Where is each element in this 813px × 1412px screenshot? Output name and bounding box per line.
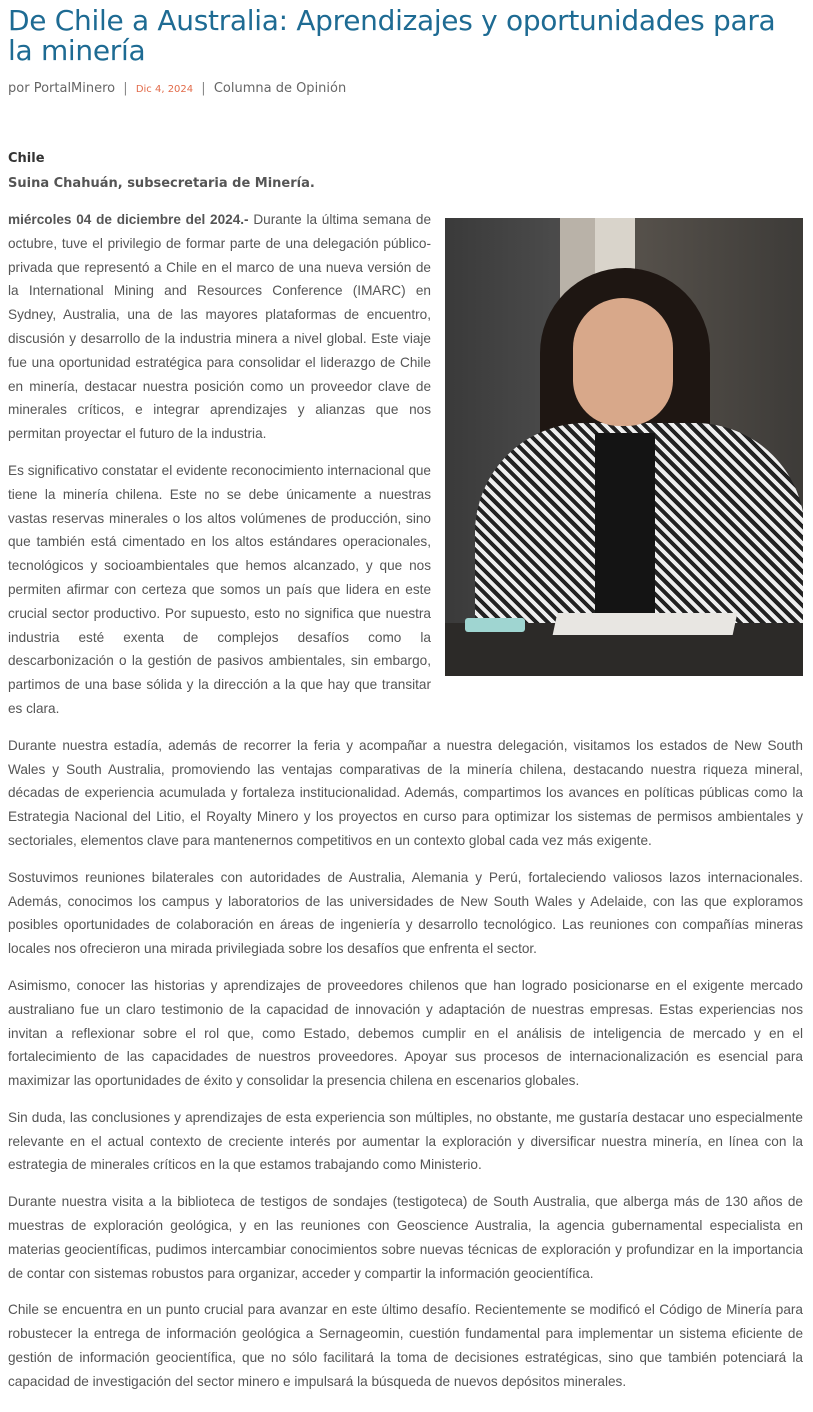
country-label: Chile [8,151,45,166]
article-title: De Chile a Australia: Aprendizajes y oportunidades para la minería [8,4,776,67]
article [8,0,803,1407]
paragraph: Durante nuestra estadía, además de recorrer la feria y acompañar a nuestra delegación, visitamos los estados de New South Wales y South Australia, promoviendo las ventajas comparativas de la minería chilena, destacando nuestra riqueza mineral, décadas de experiencia acumulada y fortaleza institucionalidad. Además, compartimos los avances en políticas públicas como la Estrategia Nacional del Litio, el Royalty Minero y los proyectos en curso para optimizar los sistemas de permisos ambientales y sectoriales, elementos clave para mantenernos competitivos en un contexto global cada vez más exigente. [8,737,803,848]
lead-date: miércoles 04 de diciembre del 2024.- [8,212,249,227]
article-body [8,208,803,1394]
post-meta [8,80,803,99]
post-date: Dic 4, 2024 [135,84,194,95]
author-photo [445,218,803,676]
paragraph: Es significativo constatar el evidente reconocimiento internacional que tiene la minería chilena. Este no se debe únicamente a nuestras vastas reservas minerales o los altos volúmenes de producción, sino que también está cimentado en los altos estándares operacionales, tecnológicos y socioambientales que hemos alcanzado, y que nos permiten afirmar con certeza que somos un país que lidera en este crucial sector productivo. Por supuesto, esto no significa que nuestra industria esté exenta de complejos desafíos como la descarbonización o la gestión de pasivos ambientales, sin embargo, partimos de una base sólida y la dirección a la que hay que transitar es clara. [8,462,431,716]
category-link[interactable]: Columna de Opinión [213,81,347,96]
byline: Suina Chahuán, subsecretaria de Minería. [8,176,315,191]
paragraph: miércoles 04 de diciembre del 2024.- Durante la última semana de octubre, tuve el privilegio de formar parte de una delegación público-privada que representó a Chile en el marco de una nueva versión de la International Mining and Resources Conference (IMARC) en Sydney, Australia, una de las mayores plataformas de encuentro, discusión y desarrollo de la industria minera a nivel global. Este viaje fue una oportunidad estratégica para consolidar el liderazgo de Chile en minería, destacar nuestra posición como un proveedor clave de minerales críticos, e integrar aprendizajes y alianzas que nos permitan proyectar el futuro de la industria. [8,212,432,442]
paragraph: Durante nuestra visita a la biblioteca de testigos de sondajes (testigoteca) de South Australia, que alberga más de 130 años de muestras de exploración geológica, y en las reuniones con Geoscience Australia, la agencia gubernamental especialista en materias geocientíficas, pudimos intercambiar conocimientos sobre nuevas técnicas de exploración y profundizar en la importancia de contar con sistemas robustos para organizar, acceder y compartir la información geocientífica. [8,1194,803,1281]
paragraph: Chile se encuentra en un punto crucial para avanzar en este último desafío. Recientemente se modificó el Código de Minería para robustecer la entrega de información geológica a Sernageomin, cuestión fundamental para implementar un sistema eficiente de gestión de información geocientífica, que no sólo facilitará la toma de decisiones estratégicas, sino que también potenciará la capacidad de investigación del sector minero e impulsará la búsqueda de nuevos depósitos minerales. [8,1302,803,1389]
by-prefix: por [8,81,30,96]
paragraph: Sin duda, las conclusiones y aprendizajes de esta experiencia son múltiples, no obstante, me gustaría destacar uno especialmente relevante en el actual contexto de creciente interés por aumentar la exploración y diversificar nuestra minería, en línea con la estrategia de minerales críticos en la que estamos trabajando como Ministerio. [8,1109,803,1173]
meta-separator: | [201,81,206,96]
author-link[interactable]: PortalMinero [33,81,116,96]
paragraph: Asimismo, conocer las historias y aprendizajes de proveedores chilenos que han logrado posicionarse en el exigente mercado australiano fue un claro testimonio de la capacidad de innovación y adaptación de nuestras empresas. Estas experiencias nos invitan a reflexionar sobre el rol que, como Estado, debemos cumplir en el análisis de inteligencia de mercado y en el fortalecimiento de las capacidades de nuestros proveedores. Apoyar sus procesos de internacionalización es esencial para maximizar las oportunidades de éxito y consolidar la presencia chilena en escenarios globales. [8,977,803,1089]
meta-separator: | [123,81,128,96]
paragraph: Sostuvimos reuniones bilaterales con autoridades de Australia, Alemania y Perú, fortaleciendo valiosos lazos internacionales. Además, conocimos los campus y laboratorios de las universidades de New South Wales y Adelaide, con las que exploramos posibles oportunidades de colaboración en áreas de ingeniería y desarrollo tecnológico. Las reuniones con compañías mineras locales nos ofrecieron una mirada privilegiada sobre los desafíos que enfrenta el sector. [8,869,803,957]
